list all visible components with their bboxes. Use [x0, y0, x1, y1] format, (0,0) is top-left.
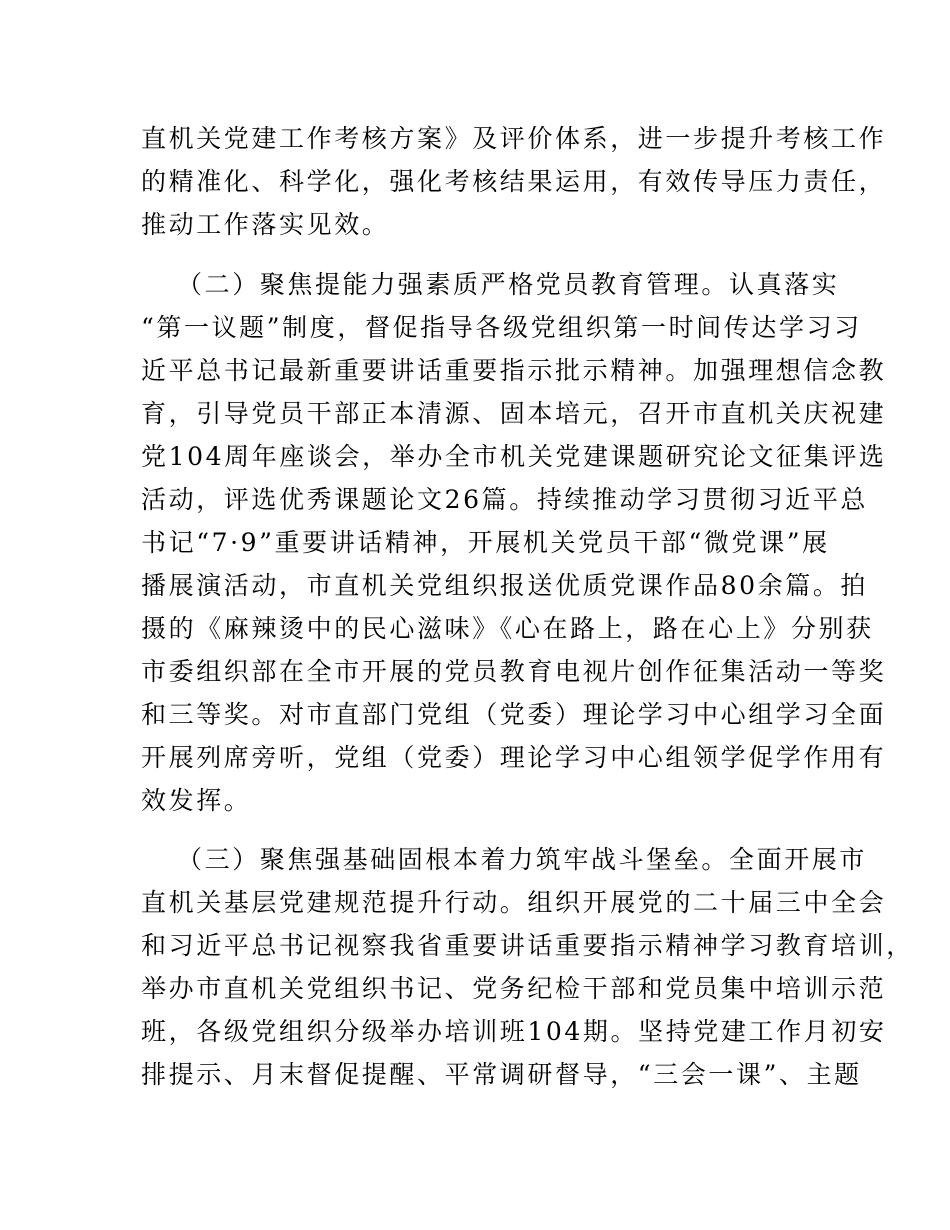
paragraph-line: 党104周年座谈会，举办全市机关党建课题研究论文征集评选 — [141, 442, 887, 471]
paragraph-line: 播展演活动，市直机关党组织报送优质党课作品80余篇。拍 — [141, 571, 869, 600]
paragraph-line: 书记“7·9”重要讲话精神，开展机关党员干部“微党课”展 — [141, 528, 830, 557]
paragraph-line: 直机关基层党建规范提升行动。组织开展党的二十届三中全会 — [141, 888, 887, 917]
paragraph-line: 举办市直机关党组织书记、党务纪检干部和党员集中培训示范 — [141, 974, 887, 1003]
paragraph-line: 的精准化、科学化，强化考核结果运用，有效传导压力责任， — [141, 167, 887, 196]
paragraph-line: “第一议题”制度，督促指导各级党组织第一时间传达学习习 — [141, 313, 862, 342]
paragraph-heading-line: （二）聚焦提能力强素质严格党员教育管理。认真落实 — [177, 270, 840, 299]
paragraph-line: 和习近平总书记视察我省重要讲话重要指示精神学习教育培训， — [141, 931, 914, 960]
paragraph-line: 直机关党建工作考核方案》及评价体系，进一步提升考核工作 — [141, 124, 887, 153]
paragraph-line: 排提示、月末督促提醒、平常调研督导，“三会一课”、主题 — [141, 1060, 862, 1089]
paragraph-line: 活动，评选优秀课题论文26篇。持续推动学习贯彻习近平总 — [141, 485, 869, 514]
paragraph-heading-line: （三）聚焦强基础固根本着力筑牢战斗堡垒。全面开展市 — [177, 845, 868, 874]
paragraph-line: 效发挥。 — [141, 786, 252, 815]
paragraph-line: 开展列席旁听，党组（党委）理论学习中心组领学促学作用有 — [141, 743, 887, 772]
paragraph-line: 推动工作落实见效。 — [141, 210, 390, 239]
paragraph-line: 育，引导党员干部正本清源、固本培元，召开市直机关庆祝建 — [141, 399, 887, 428]
paragraph-line: 和三等奖。对市直部门党组（党委）理论学习中心组学习全面 — [141, 700, 887, 729]
paragraph-line: 班，各级党组织分级举办培训班104期。坚持党建工作月初安 — [141, 1017, 887, 1046]
paragraph-line: 摄的《麻辣烫中的民心滋味》《心在路上，路在心上》分别获 — [141, 614, 874, 643]
paragraph-line: 近平总书记最新重要讲话重要指示批示精神。加强理想信念教 — [141, 356, 887, 385]
paragraph-line: 市委组织部在全市开展的党员教育电视片创作征集活动一等奖 — [141, 657, 887, 686]
